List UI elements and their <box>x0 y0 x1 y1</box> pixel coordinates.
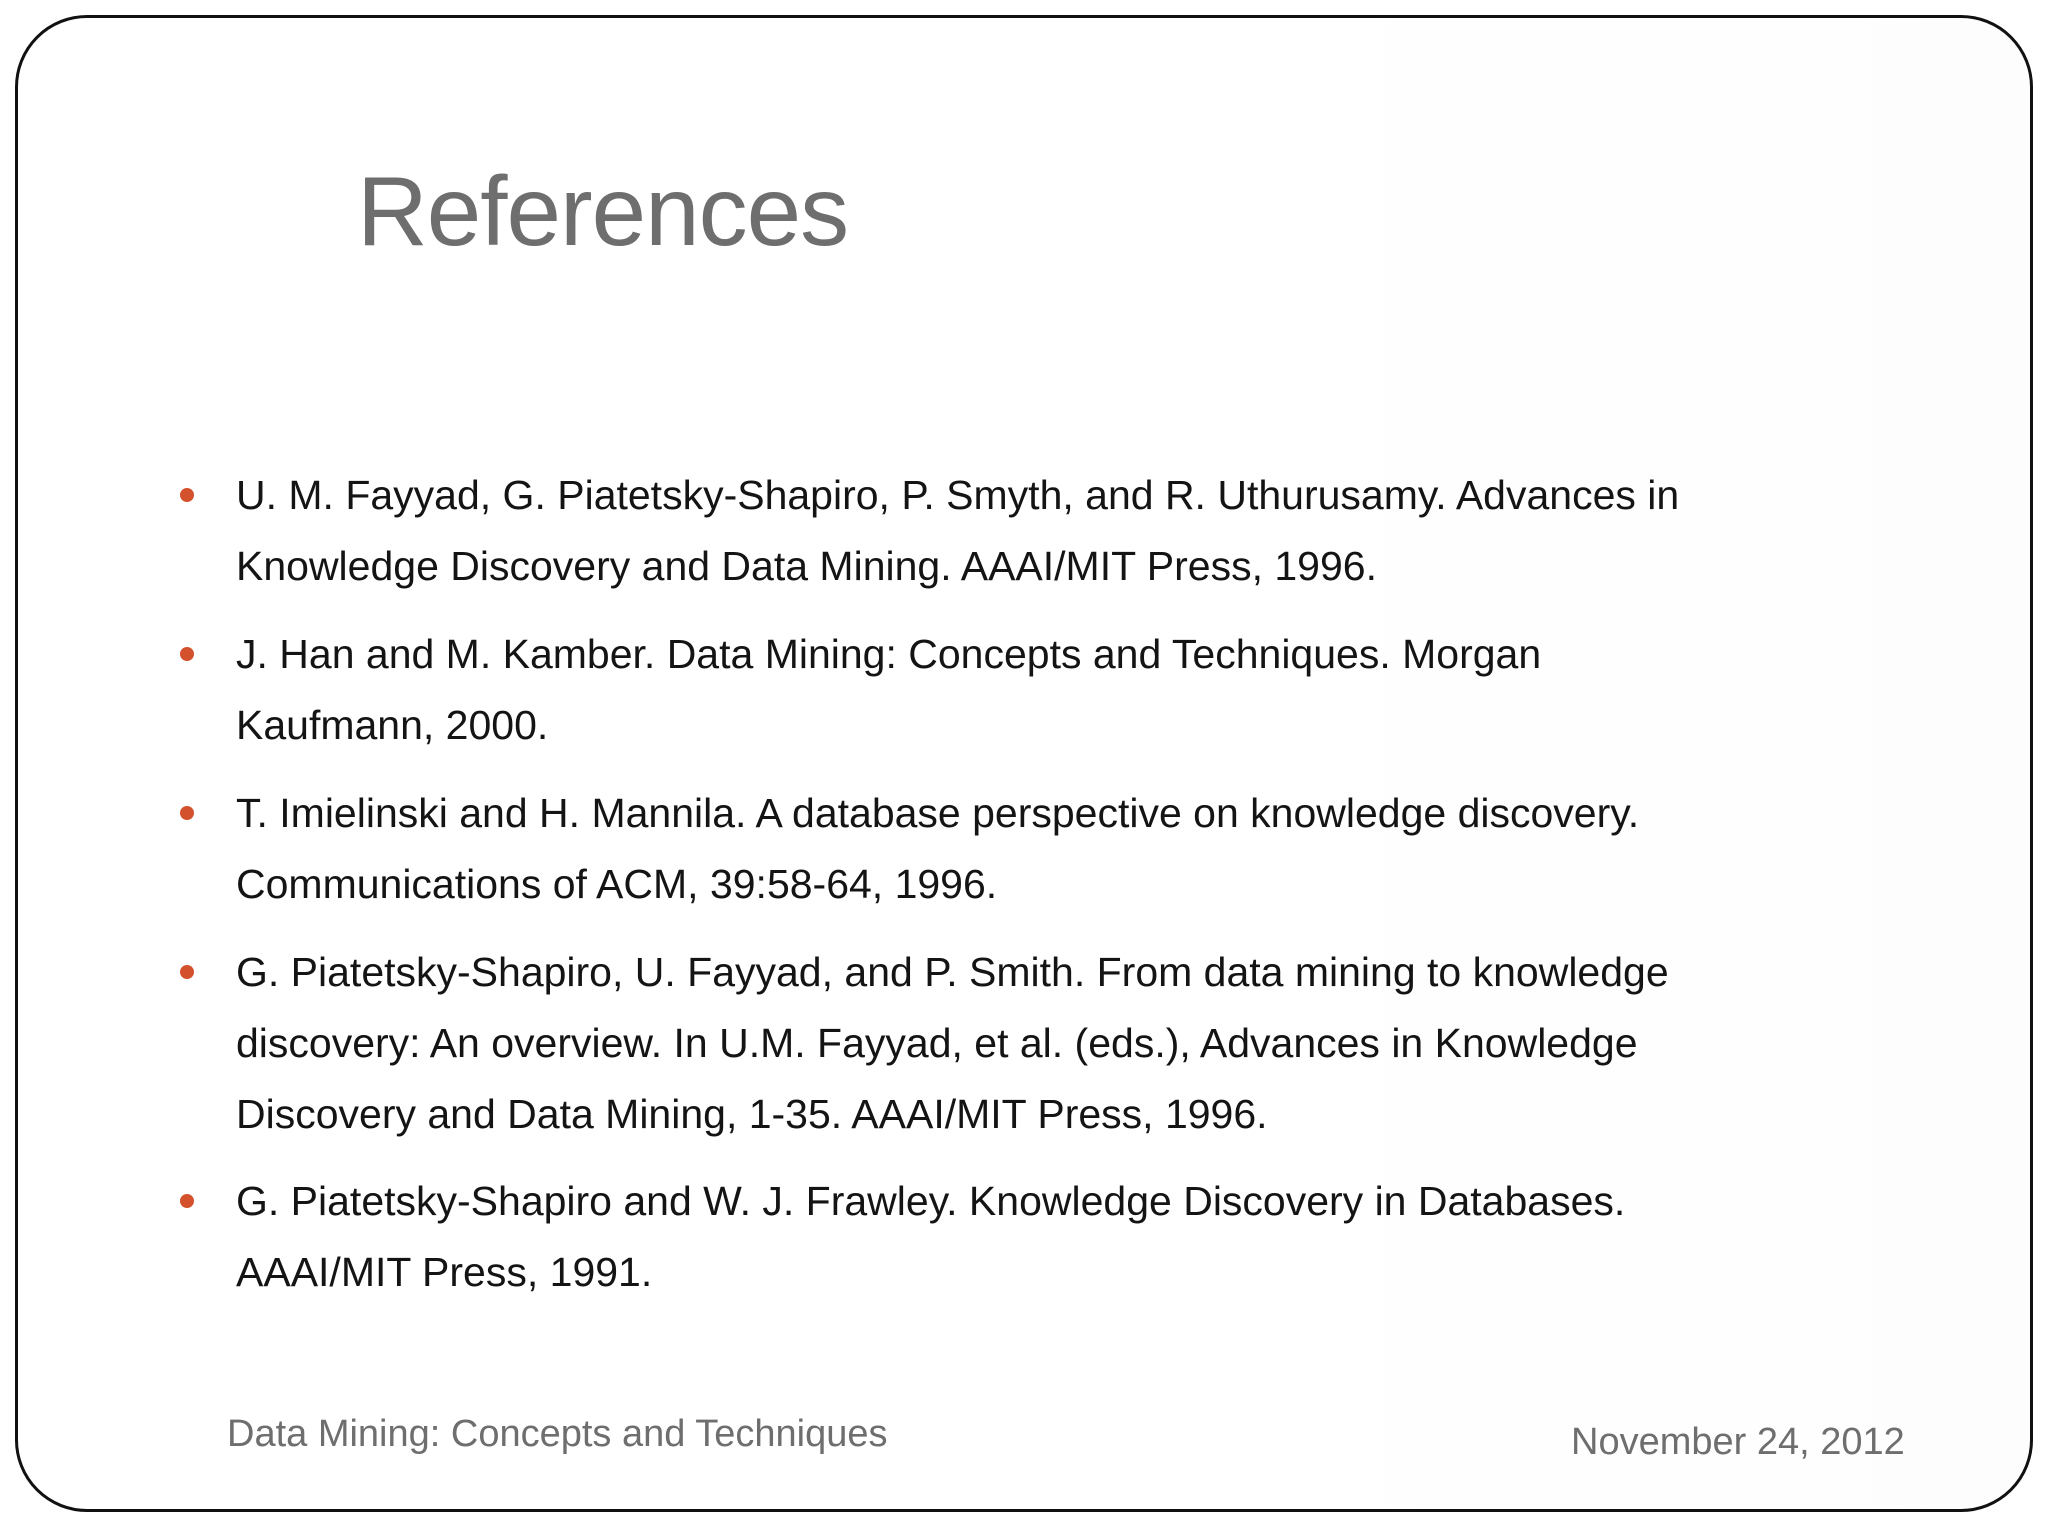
reference-line: Knowledge Discovery and Data Mining. AAAI/MIT Press, 1996. <box>236 543 1377 589</box>
reference-line: T. Imielinski and H. Mannila. A database perspective on knowledge discovery. <box>236 790 1640 836</box>
reference-line: Discovery and Data Mining, 1-35. AAAI/MIT Press, 1996. <box>236 1091 1268 1137</box>
bullet-icon <box>180 806 194 820</box>
reference-line: G. Piatetsky-Shapiro, U. Fayyad, and P. Smith. From data mining to knowledge <box>236 949 1669 995</box>
reference-item <box>236 460 1896 602</box>
reference-line: discovery: An overview. In U.M. Fayyad, et al. (eds.), Advances in Knowledge <box>236 1020 1638 1066</box>
reference-line: J. Han and M. Kamber. Data Mining: Concepts and Techniques. Morgan <box>236 631 1542 677</box>
reference-line: Communications of ACM, 39:58-64, 1996. <box>236 861 998 907</box>
footer-course-title: Data Mining: Concepts and Techniques <box>227 1413 888 1455</box>
reference-line: U. M. Fayyad, G. Piatetsky-Shapiro, P. Smyth, and R. Uthurusamy. Advances in <box>236 472 1680 518</box>
bullet-icon <box>180 1194 194 1208</box>
bullet-icon <box>180 488 194 502</box>
slide-title: References <box>357 156 849 266</box>
reference-line: Kaufmann, 2000. <box>236 702 549 748</box>
reference-item <box>236 937 1896 1150</box>
bullet-icon <box>180 965 194 979</box>
footer-date: November 24, 2012 <box>1571 1421 1905 1463</box>
reference-item <box>236 1166 1896 1308</box>
reference-line: G. Piatetsky-Shapiro and W. J. Frawley. Knowledge Discovery in Databases. <box>236 1178 1626 1224</box>
bullet-icon <box>180 647 194 661</box>
reference-line: AAAI/MIT Press, 1991. <box>236 1249 653 1295</box>
reference-item <box>236 778 1896 920</box>
reference-item <box>236 619 1896 761</box>
